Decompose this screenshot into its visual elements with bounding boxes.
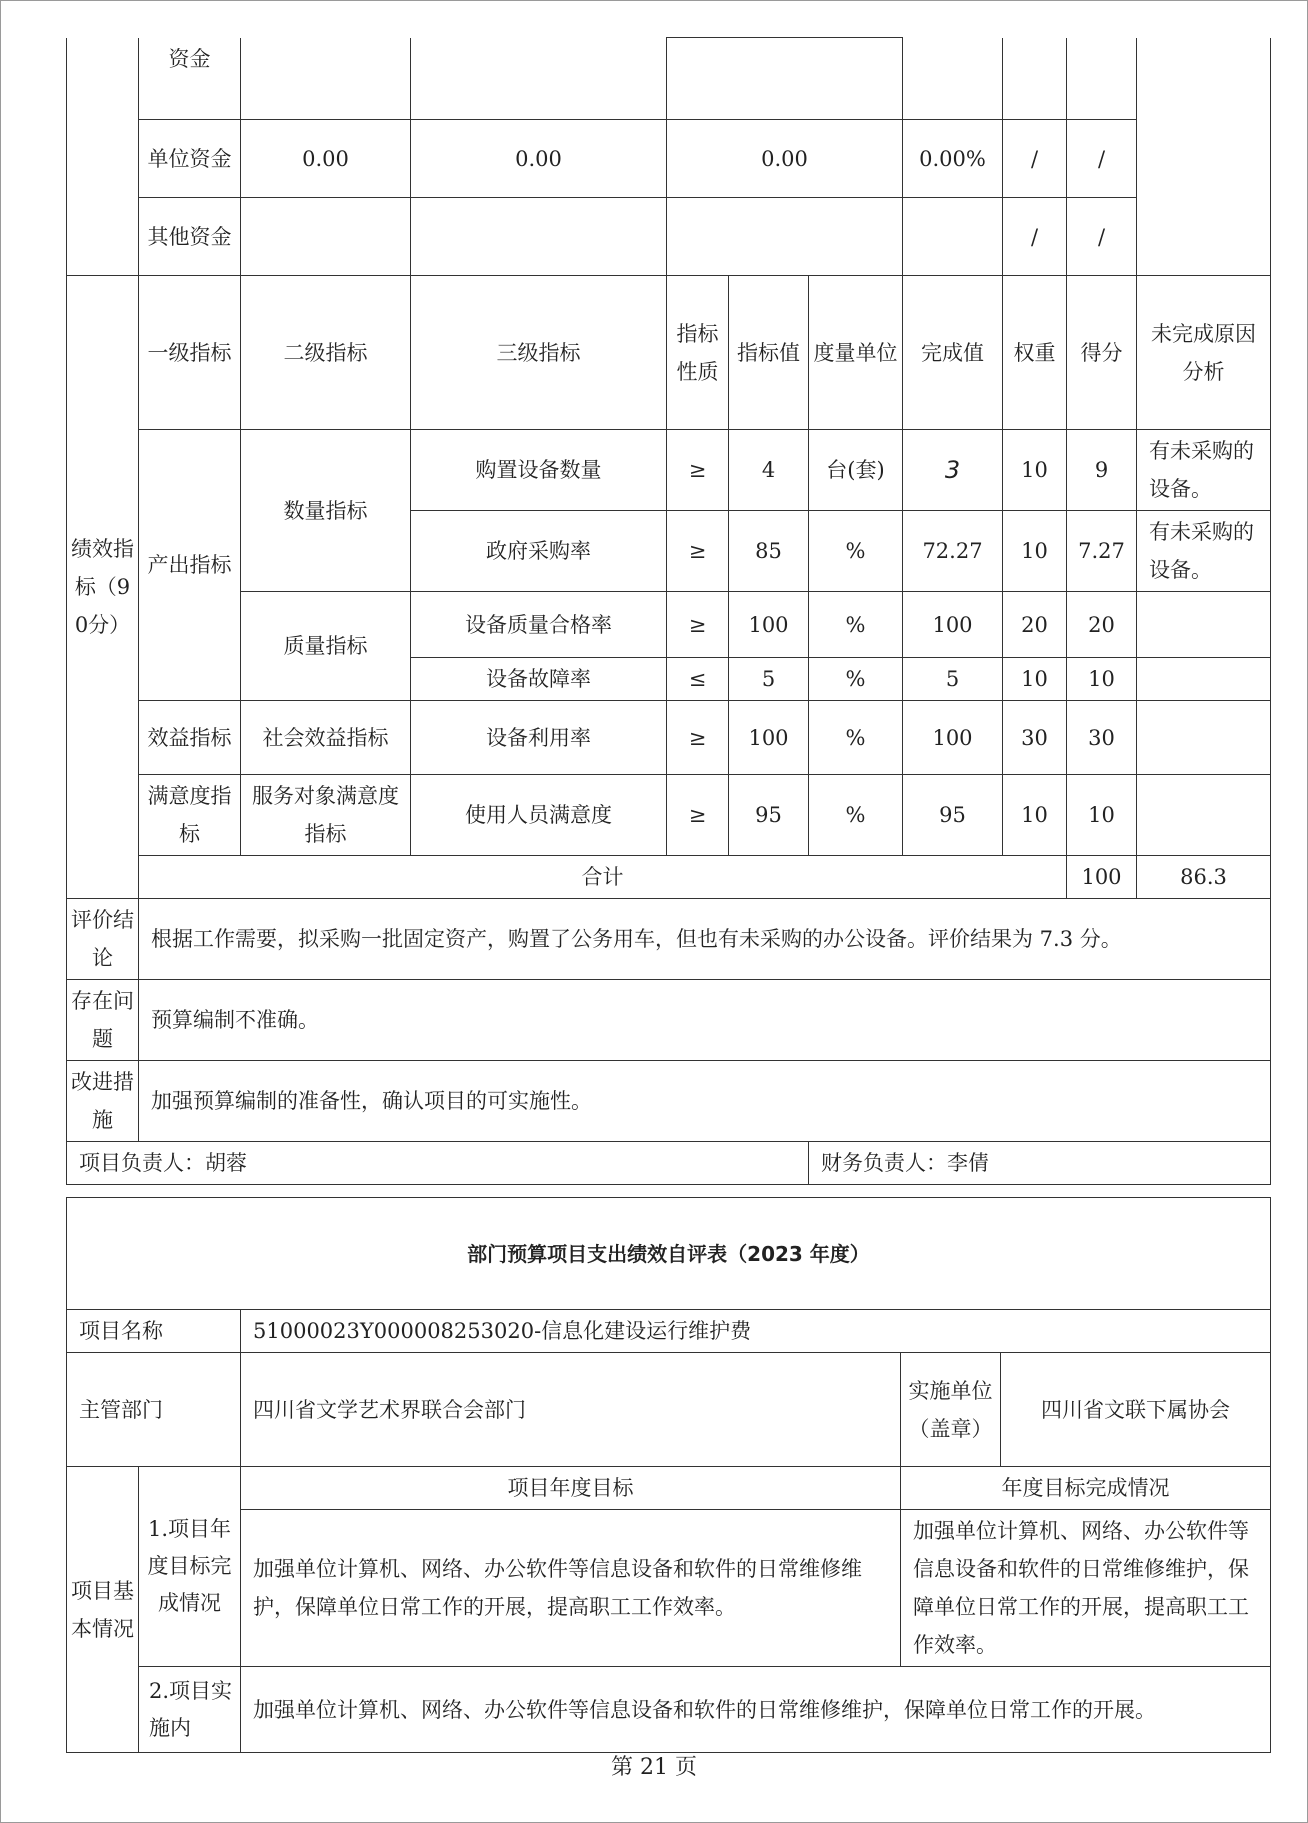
- perf-section-label: 绩效指标（90分）: [67, 276, 139, 899]
- row3-target: 100: [729, 592, 809, 658]
- dept-name: 四川省文学艺术界联合会部门: [241, 1353, 901, 1467]
- row6-target: 95: [729, 775, 809, 856]
- row2-reason: 有未采购的设备。: [1137, 511, 1271, 592]
- funds-row3-score: /: [1067, 198, 1137, 276]
- level2-social: 社会效益指标: [241, 701, 411, 775]
- level2-quantity: 数量指标: [241, 430, 411, 592]
- total-score: 86.3: [1137, 856, 1271, 899]
- row2-score: 7.27: [1067, 511, 1137, 592]
- row4-indicator: 设备故障率: [411, 658, 667, 701]
- funds-row2-v1: 0.00: [241, 120, 411, 198]
- row3-op: ≥: [667, 592, 729, 658]
- row6-score: 10: [1067, 775, 1137, 856]
- funds-row3-v3: [667, 198, 903, 276]
- done-header: 年度目标完成情况: [901, 1467, 1271, 1510]
- row1-weight: 10: [1003, 430, 1067, 511]
- goal-text: 加强单位计算机、网络、办公软件等信息设备和软件的日常维修维护，保障单位日常工作的开展，提高职工工作效率。: [241, 1510, 901, 1667]
- level1-benefit: 效益指标: [139, 701, 241, 775]
- row1-op: ≥: [667, 430, 729, 511]
- funds-row2-score: /: [1067, 120, 1137, 198]
- total-weight: 100: [1067, 856, 1137, 899]
- row5-indicator: 设备利用率: [411, 701, 667, 775]
- row4-unit: %: [809, 658, 903, 701]
- row1-reason: 有未采购的设备。: [1137, 430, 1271, 511]
- funds-row1-label: 资金: [139, 38, 241, 120]
- sub1-label: 1.项目年度目标完成情况: [139, 1467, 241, 1667]
- row2-target: 85: [729, 511, 809, 592]
- problem-label: 存在问题: [67, 980, 139, 1061]
- row3-done: 100: [903, 592, 1003, 658]
- level1-output: 产出指标: [139, 430, 241, 701]
- impl-label: 实施单位（盖章）: [901, 1353, 1001, 1467]
- level2-quality: 质量指标: [241, 592, 411, 701]
- funds-row1-w: [1003, 38, 1067, 120]
- conclusion-label: 评价结论: [67, 899, 139, 980]
- row6-weight: 10: [1003, 775, 1067, 856]
- row3-unit: %: [809, 592, 903, 658]
- funds-row3-v1: [241, 198, 411, 276]
- funds-row1-rate: [903, 38, 1003, 120]
- header-done: 完成值: [903, 276, 1003, 430]
- funds-row2-v3: 0.00: [667, 120, 903, 198]
- row2-indicator: 政府采购率: [411, 511, 667, 592]
- row6-op: ≥: [667, 775, 729, 856]
- row3-score: 20: [1067, 592, 1137, 658]
- funds-row2-label: 单位资金: [139, 120, 241, 198]
- row5-weight: 30: [1003, 701, 1067, 775]
- row1-indicator: 购置设备数量: [411, 430, 667, 511]
- header-reason: 未完成原因分析: [1137, 276, 1271, 430]
- row1-target: 4: [729, 430, 809, 511]
- level1-satisfaction: 满意度指标: [139, 775, 241, 856]
- project-leader: 项目负责人：胡蓉: [67, 1142, 809, 1185]
- problem-text: 预算编制不准确。: [139, 980, 1271, 1061]
- row4-op: ≤: [667, 658, 729, 701]
- funds-right-blank: [1137, 38, 1271, 276]
- row1-score: 9: [1067, 430, 1137, 511]
- funds-row1-s: [1067, 38, 1137, 120]
- row5-op: ≥: [667, 701, 729, 775]
- row4-score: 10: [1067, 658, 1137, 701]
- header-level2: 二级指标: [241, 276, 411, 430]
- self-eval-table-2023: [66, 1197, 1271, 1753]
- row4-target: 5: [729, 658, 809, 701]
- row5-reason: [1137, 701, 1271, 775]
- row5-score: 30: [1067, 701, 1137, 775]
- funds-row2-rate: 0.00%: [903, 120, 1003, 198]
- row5-unit: %: [809, 701, 903, 775]
- dept-label: 主管部门: [67, 1353, 241, 1467]
- total-label: 合计: [139, 856, 1067, 899]
- project-name-label: 项目名称: [67, 1310, 241, 1353]
- content-text: 加强单位计算机、网络、办公软件等信息设备和软件的日常维修维护，保障单位日常工作的开展。: [241, 1667, 1271, 1753]
- funds-row1-v1: [241, 38, 411, 120]
- header-level1: 一级指标: [139, 276, 241, 430]
- row2-done: 72.27: [903, 511, 1003, 592]
- funds-row3-label: 其他资金: [139, 198, 241, 276]
- header-unit: 度量单位: [809, 276, 903, 430]
- row6-done: 95: [903, 775, 1003, 856]
- conclusion-text: 根据工作需要，拟采购一批固定资产，购置了公务用车，但也有未采购的办公设备。评价结果为 7.3 分。: [139, 899, 1271, 980]
- header-target: 指标值: [729, 276, 809, 430]
- row1-done: 3: [903, 430, 1003, 511]
- row6-reason: [1137, 775, 1271, 856]
- funds-row3-rate: [903, 198, 1003, 276]
- goal-header: 项目年度目标: [241, 1467, 901, 1510]
- done-text: 加强单位计算机、网络、办公软件等信息设备和软件的日常维修维护，保障单位日常工作的开展，提高职工工作效率。: [901, 1510, 1271, 1667]
- basic-label: 项目基本情况: [67, 1467, 139, 1753]
- funds-row2-v2: 0.00: [411, 120, 667, 198]
- table2-title: 部门预算项目支出绩效自评表（2023 年度）: [67, 1198, 1271, 1310]
- performance-table: [66, 37, 1271, 1185]
- header-level3: 三级指标: [411, 276, 667, 430]
- row1-unit: 台(套): [809, 430, 903, 511]
- sub2-label: 2.项目实施内: [139, 1667, 241, 1753]
- improve-label: 改进措施: [67, 1061, 139, 1142]
- funds-row2-weight: /: [1003, 120, 1067, 198]
- header-weight: 权重: [1003, 276, 1067, 430]
- row4-weight: 10: [1003, 658, 1067, 701]
- row2-unit: %: [809, 511, 903, 592]
- row3-indicator: 设备质量合格率: [411, 592, 667, 658]
- finance-leader: 财务负责人：李倩: [809, 1142, 1271, 1185]
- project-name: 51000023Y000008253020-信息化建设运行维护费: [241, 1310, 1271, 1353]
- header-nature: 指标性质: [667, 276, 729, 430]
- funds-row1-v3: [667, 38, 903, 120]
- row3-weight: 20: [1003, 592, 1067, 658]
- row6-indicator: 使用人员满意度: [411, 775, 667, 856]
- funds-row1-v2: [411, 38, 667, 120]
- level2-service: 服务对象满意度指标: [241, 775, 411, 856]
- impl-name: 四川省文联下属协会: [1001, 1353, 1271, 1467]
- row6-unit: %: [809, 775, 903, 856]
- row2-weight: 10: [1003, 511, 1067, 592]
- row4-done: 5: [903, 658, 1003, 701]
- funds-left-blank: [67, 38, 139, 276]
- funds-row3-v2: [411, 198, 667, 276]
- row5-done: 100: [903, 701, 1003, 775]
- row2-op: ≥: [667, 511, 729, 592]
- funds-row3-weight: /: [1003, 198, 1067, 276]
- page-number: 第 21 页: [611, 1755, 697, 1780]
- row3-reason: [1137, 592, 1271, 658]
- improve-text: 加强预算编制的准备性，确认项目的可实施性。: [139, 1061, 1271, 1142]
- row5-target: 100: [729, 701, 809, 775]
- header-score: 得分: [1067, 276, 1137, 430]
- row4-reason: [1137, 658, 1271, 701]
